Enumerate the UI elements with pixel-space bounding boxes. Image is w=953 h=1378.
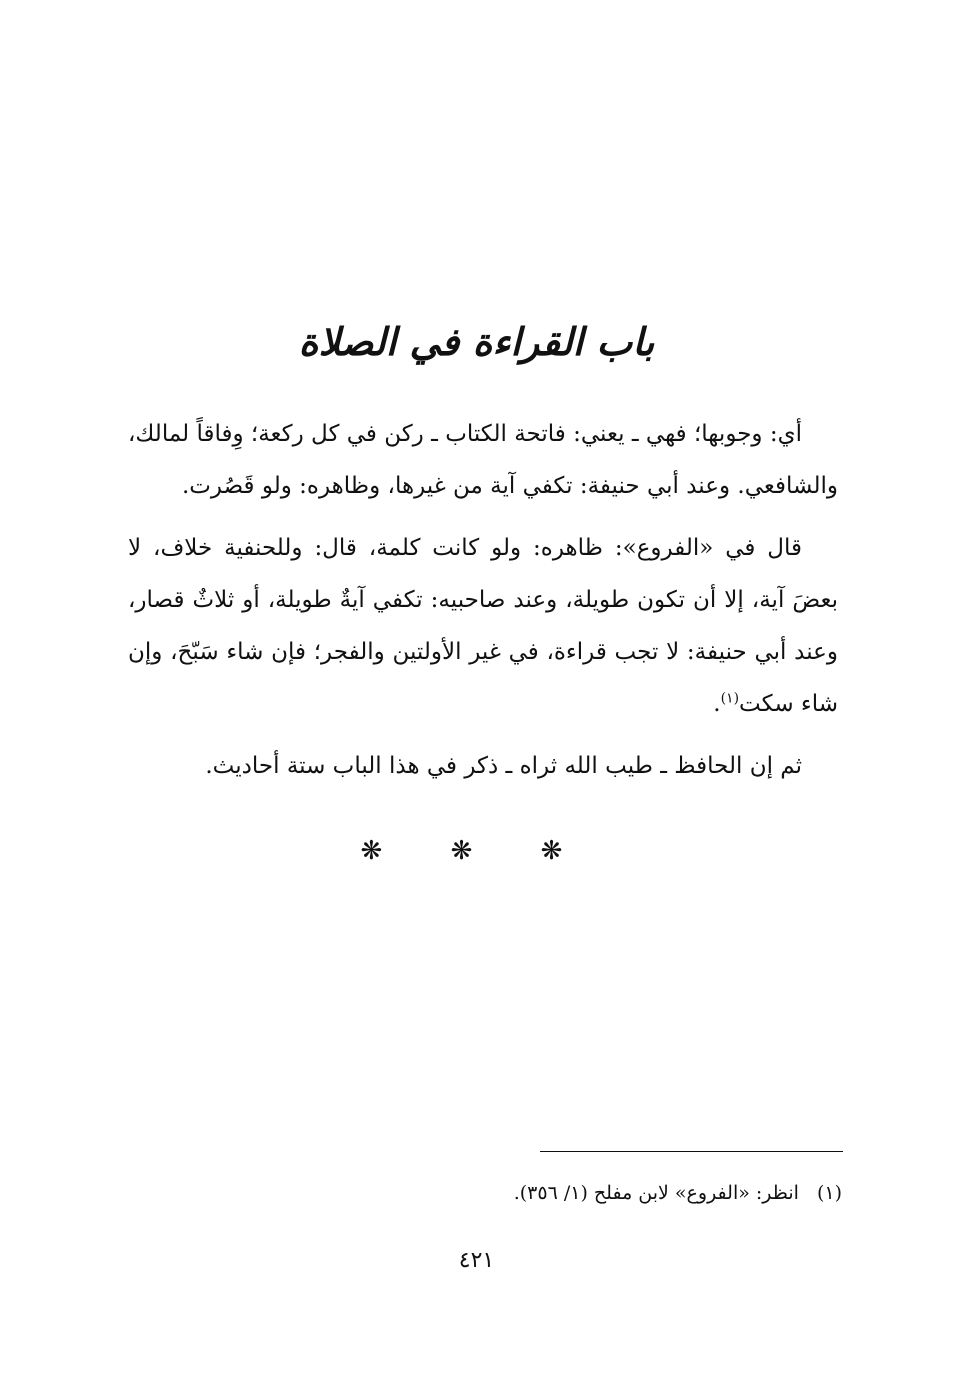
footnote-number: (١) bbox=[816, 1182, 842, 1204]
footnote-divider bbox=[540, 1151, 843, 1152]
paragraph-2-text: قال في «الفروع»: ظاهره: ولو كانت كلمة، قال: وللحنفية خلاف، لا بعضَ آية، إلا أن تكون طويلة، وعند صاحبيه: تكفي آيةٌ طويلة، أو ثلاثٌ قصار، وعند أبي حنيفة: لا تجب قراءة، في غير الأولتين والفجر؛ فإن شاء سَبّحَ، وإن شاء سكت bbox=[128, 535, 838, 717]
footnote-reference[interactable]: (١) bbox=[720, 690, 740, 707]
paragraph-3: ثم إن الحافظ ـ طيب الله ثراه ـ ذكر في هذا الباب ستة أحاديث. bbox=[205, 753, 802, 779]
paragraph-2 bbox=[128, 522, 838, 730]
section-separator: ❋ ❋ ❋ bbox=[360, 836, 593, 866]
chapter-title: باب القراءة في الصلاة bbox=[298, 319, 655, 364]
page-number: ٤٢١ bbox=[458, 1248, 495, 1273]
paragraph-2-tail: . bbox=[713, 691, 721, 717]
paragraph-1: أي: وجوبها؛ فهي ـ يعني: فاتحة الكتاب ـ ركن في كل ركعة؛ وِفاقاً لمالك، والشافعي. وعند أبي حنيفة: تكفي آية من غيرها، وظاهره: ولو قَصُرت. bbox=[128, 421, 838, 499]
footnote bbox=[128, 1176, 842, 1210]
body-text bbox=[128, 408, 838, 802]
footnote-text: انظر: «الفروع» لابن مفلح (١/ ٣٥٦). bbox=[513, 1182, 799, 1204]
